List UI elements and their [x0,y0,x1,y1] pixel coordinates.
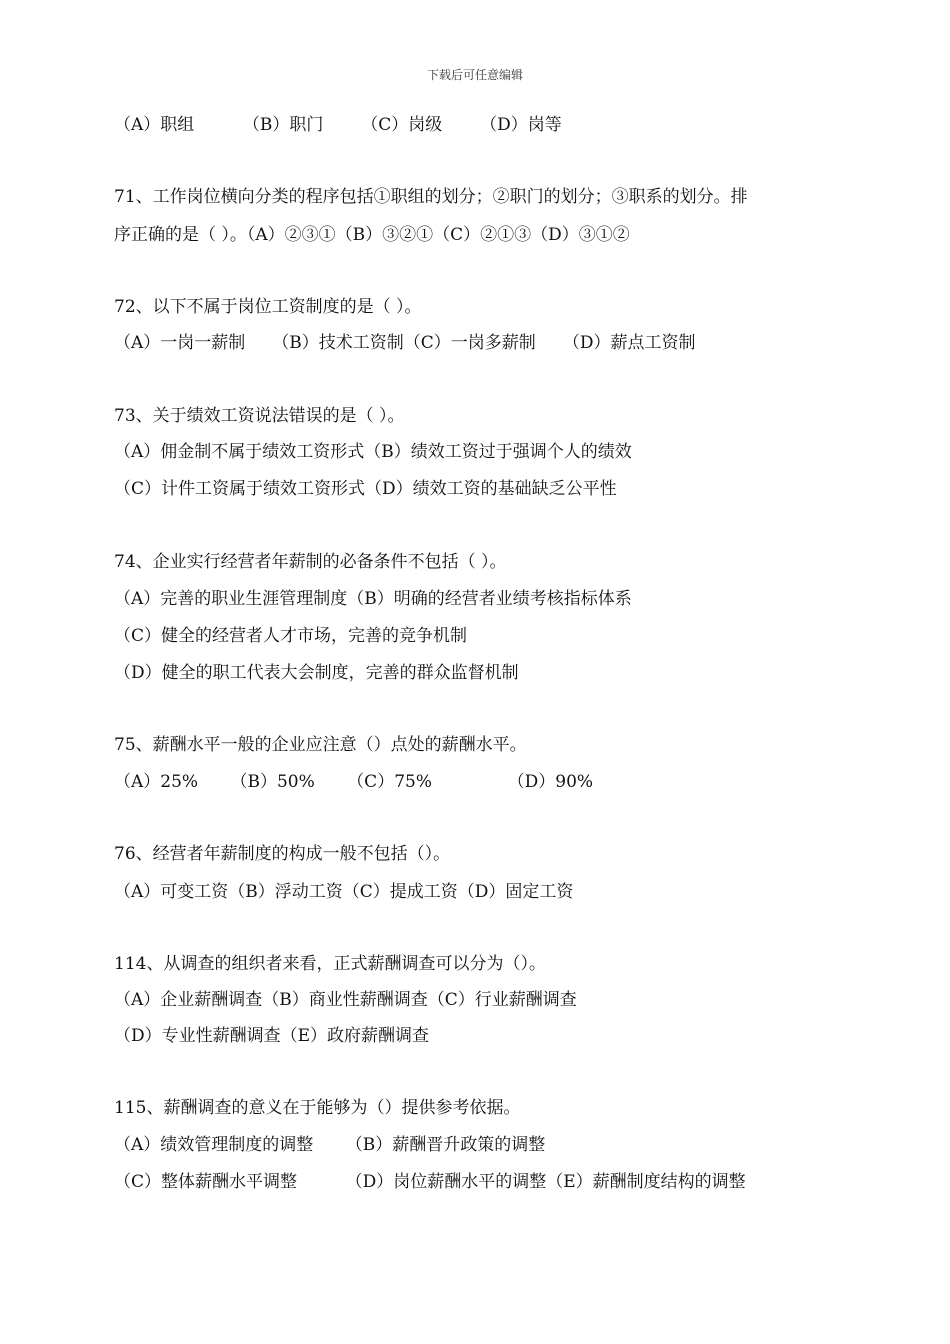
q72-stem: 72、以下不属于岗位工资制度的是（ ）。 [114,297,422,317]
page-header: 下载后可任意编辑 [426,68,523,82]
q76-options: （A）可变工资（B）浮动工资（C）提成工资（D）固定工资 [114,882,574,902]
q115-stem: 115、薪酬调查的意义在于能够为（）提供参考依据。 [114,1098,521,1118]
q71-stem: 71、工作岗位横向分类的程序包括①职组的划分；②职门的划分；③职系的划分。排 [114,187,748,207]
q71-stem-cont: 序正确的是（ ）。（A）②③①（B）③②①（C）②①③（D）③①② [114,225,630,245]
q73-options-1: （A）佣金制不属于绩效工资形式（B）绩效工资过于强调个人的绩效 [114,442,632,462]
q73-stem: 73、关于绩效工资说法错误的是（ ）。 [114,406,405,426]
q74-options-3: （D）健全的职工代表大会制度，完善的群众监督机制 [114,663,519,683]
q72-options: （A）一岗一薪制 （B）技术工资制（C）一岗多薪制 （D）薪点工资制 [114,333,696,353]
q75-stem: 75、薪酬水平一般的企业应注意（）点处的薪酬水平。 [114,735,527,755]
q114-options-1: （A）企业薪酬调查（B）商业性薪酬调查（C）行业薪酬调查 [114,990,577,1010]
q74-stem: 74、企业实行经营者年薪制的必备条件不包括（ ）。 [114,552,507,572]
q74-options-2: （C）健全的经营者人才市场，完善的竞争机制 [114,626,468,646]
q115-options-2: （C）整体薪酬水平调整 （D）岗位薪酬水平的调整（E）薪酬制度结构的调整 [114,1172,746,1192]
q115-options-1: （A）绩效管理制度的调整 （B）薪酬晋升政策的调整 [114,1135,546,1155]
q73-options-2: （C）计件工资属于绩效工资形式（D）绩效工资的基础缺乏公平性 [114,479,617,499]
q114-options-2: （D）专业性薪酬调查（E）政府薪酬调查 [114,1026,430,1046]
q114-stem: 114、从调查的组织者来看，正式薪酬调查可以分为（）。 [114,954,546,974]
q75-options: （A）25% （B）50% （C）75% （D）90% [114,772,594,792]
q70-options: （A）职组 （B）职门 （C）岗级 （D）岗等 [114,115,562,135]
q74-options-1: （A）完善的职业生涯管理制度（B）明确的经营者业绩考核指标体系 [114,589,632,609]
q76-stem: 76、经营者年薪制度的构成一般不包括（）。 [114,844,451,864]
